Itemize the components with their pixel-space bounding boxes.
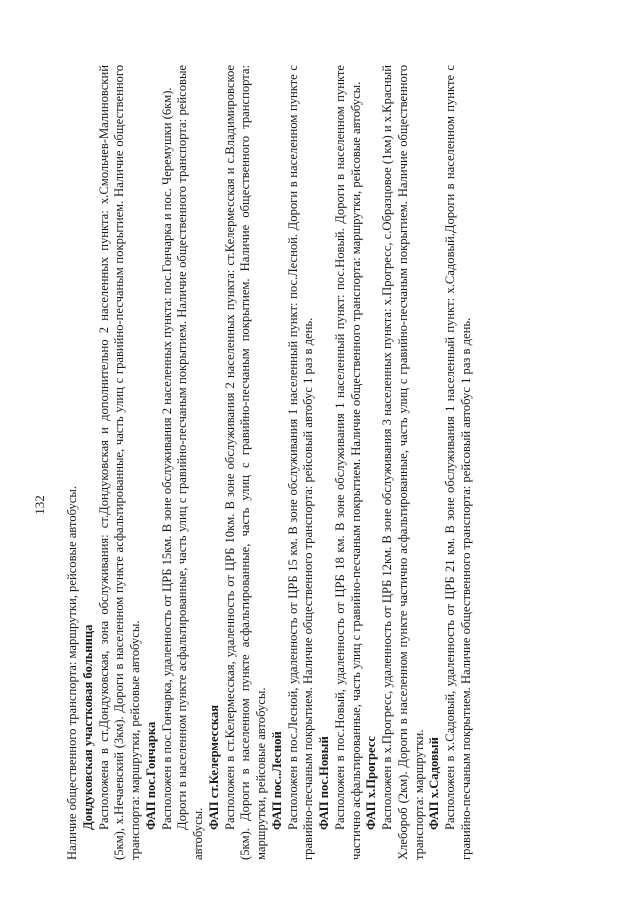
- section-heading-goncharka: ФАП пос.Гончарка: [143, 721, 158, 830]
- intro-paragraph: Наличие общественного транспорта: маршрутки, рейсовые автобусы.: [65, 486, 79, 860]
- section-body-goncharka: Расположен в пос.Гончарка, удаленность от ЦРБ 15км. В зоне обслуживания 2 населенных пункта: пос.Гончарка и пос. Черемушки (6км).: [159, 87, 174, 830]
- section-body-kelermesskaya: Расположен в ст.Келермесская, удаленность от ЦРБ 10км. В зоне обслуживания 2 населенных пункта: ст.Келермесская и с.Владимировское (5км). Дороги в населенном пункте асфальтированные, часть улиц с гравийно-песчаным покрытием. Наличие общественного транспорта: маршрутки, рейсовые автобусы.: [222, 65, 268, 860]
- section-heading-dondukovskaya: Дондуковская участковая больница: [80, 624, 95, 830]
- section-body-lesnoy: Расположен в пос.Лесной, удаленность от ЦРБ 15 км. В зоне обслуживания 1 населенный пункт: пос.Лесной. Дороги в населенном пункте с гравийно-песчаным покрытием. Наличие общественного транспорта: рейсовый автобус 1 раз в день.: [285, 65, 316, 860]
- section-heading-kelermesskaya: ФАП ст.Келермесская: [206, 704, 221, 830]
- section-heading-lesnoy: ФАП пос..Лесной: [269, 731, 284, 830]
- section-body-goncharka-roads: Дороги в населенном пункте асфальтированные, часть улиц с гравийно-песчаным покрытием. Наличие общественного транспорта: рейсовые автобусы.: [175, 65, 205, 860]
- text-body: [65, 65, 475, 860]
- section-heading-novyy: ФАП пос.Новый: [317, 736, 331, 830]
- section-body-novyy: Расположен в пос.Новый, удаленность от ЦРБ 18 км. В зоне обслуживания 1 населенный пункт: пос.Новый. Дороги в населенном пункте частично асфальтированные, часть улиц с гравийно-песчаным покрытием. Наличие общественного транспорта: маршрутки, рейсовые автобусы.: [332, 65, 363, 860]
- section-body-progress: Расположен в х.Прогресс, удаленность от ЦРБ 12км. В зоне обслуживания 3 населенных пункта: х.Прогресс, с.Образцовое (1км) и х.Красный Хлебороб (2км). Дороги в населенном пункте частично асфальтированные, часть улиц с гравийно-песчаным покрытием. Наличие общественного транспорта: маршрутки.: [380, 65, 426, 860]
- section-body-dondukovskaya: Расположена в ст.Дондуковская, зона обслуживания: ст.Дондуковская и дополнительно 2 населенных пункта: х.Смольчев-Малиновский (5км), х.Нечаевский (3км). Дороги в населенном пункте асфальтированные, часть улиц с гравийно-песчаным покрытием. Наличие общественного транспорта: маршрутки, рейсовые автобусы.: [96, 65, 142, 860]
- section-heading-progress: ФАП х.Прогресс: [364, 736, 379, 830]
- section-heading-sadovyy: ФАП х.Садовый: [427, 737, 442, 830]
- page-number: 132: [32, 495, 47, 515]
- section-body-sadovyy: Расположен в х.Садовый, удаленность от ЦРБ 21 км. В зоне обслуживания 1 населенный пункт: х.Садовый.Дороги в населенном пункте с гравийно-песчаным покрытием. Наличие общественного транспорта: рейсовый автобус 1 раз в день.: [443, 65, 473, 860]
